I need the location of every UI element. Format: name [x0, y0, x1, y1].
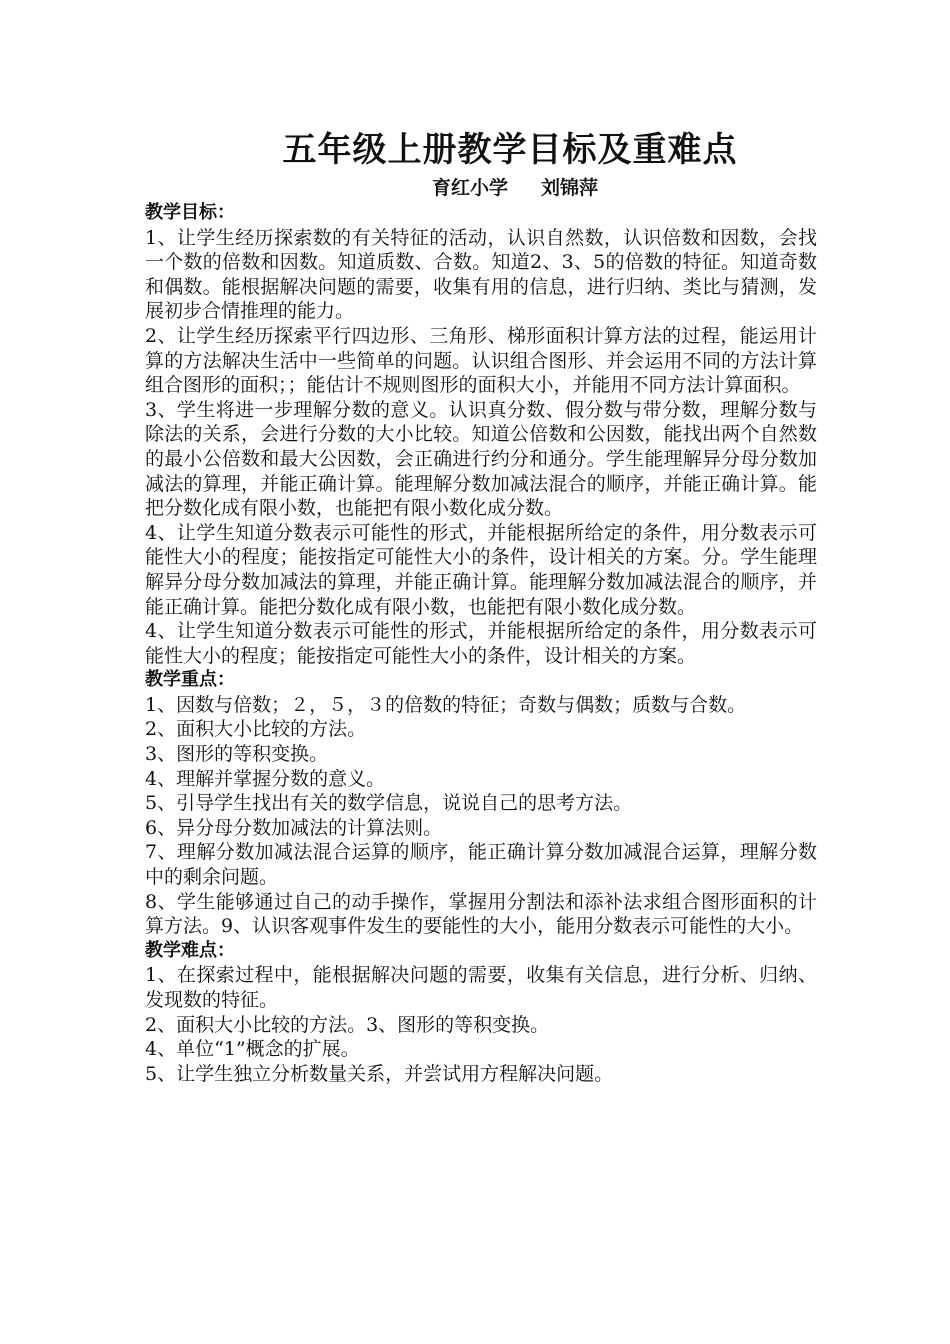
- difficulty-item: 1、在探索过程中，能根据解决问题的需要，收集有关信息，进行分析、归纳、发现数的特征。: [145, 964, 817, 1011]
- objective-item: 1、让学生经历探索数的有关特征的活动，认识自然数，认识倍数和因数，会找一个数的倍数和因数。知道质数、合数。知道2、3、5的倍数的特征。知道奇数和偶数。能根据解决问题的需要，收集有用的信息，进行归纳、类比与猜测，发展初步合情推理的能力。: [145, 226, 817, 323]
- objective-item: 4、让学生知道分数表示可能性的形式，并能根据所给定的条件，用分数表示可能性大小的程度；能按指定可能性大小的条件，设计相关的方案。分。学生能理解异分母分数加减法的算理，并能正确计算。能理解分数加减法混合的顺序，并能正确计算。能把分数化成有限小数，也能把有限小数化成分数。: [145, 521, 817, 618]
- objectives-heading: 教学目标：: [145, 202, 235, 223]
- key-point-item: 5、引导学生找出有关的数学信息，说说自己的思考方法。: [145, 792, 633, 815]
- author-line: 育红小学 刘锦萍: [431, 177, 599, 199]
- key-point-item: 6、异分母分数加减法的计算法则。: [145, 816, 443, 839]
- difficulty-item: 2、面积大小比较的方法。3、图形的等积变换。: [145, 1013, 550, 1036]
- objective-item: 4、让学生知道分数表示可能性的形式，并能根据所给定的条件，用分数表示可能性大小的程度；能按指定可能性大小的条件，设计相关的方案。: [145, 620, 817, 667]
- key-points-heading: 教学重点：: [145, 669, 235, 691]
- key-point-item: 4、理解并掌握分数的意义。: [145, 767, 386, 790]
- key-point-item: 3、图形的等积变换。: [145, 743, 329, 766]
- key-point-item: 1、因数与倍数；２，５，３的倍数的特征；奇数与偶数；质数与合数。: [145, 693, 747, 716]
- key-point-item: 2、面积大小比较的方法。: [145, 718, 367, 741]
- difficulties-heading: 教学难点：: [145, 939, 235, 961]
- difficulty-item: 4、单位“1”概念的扩展。: [145, 1038, 360, 1061]
- difficulty-item: 5、让学生独立分析数量关系，并尝试用方程解决问题。: [145, 1062, 614, 1085]
- key-point-item: 8、学生能够通过自己的动手操作，掌握用分割法和添补法求组合图形面积的计算方法。9、认识客观事件发生的要能性的大小，能用分数表示可能性的大小。: [145, 890, 817, 938]
- document-body: [145, 201, 817, 1086]
- objective-item: 3、学生将进一步理解分数的意义。认识真分数、假分数与带分数，理解分数与除法的关系，会进行分数的大小比较。知道公倍数和公因数，能找出两个自然数的最小公倍数和最大公因数，会正确进行约分和通分。学生能理解异分母分数加减法的算理，并能正确计算。能理解分数加减法混合的顺序，并能正确计算。能把分数化成有限小数，也能把有限小数化成分数。: [145, 398, 817, 520]
- objective-item: 2、让学生经历探索平行四边形、三角形、梯形面积计算方法的过程，能运用计算的方法解决生活中一些简单的问题。认识组合图形、并会运用不同的方法计算组合图形的面积；；能估计不规则图形的面积大小，并能用不同方法计算面积。: [145, 324, 817, 397]
- document-title: 五年级上册教学目标及重难点: [282, 130, 738, 170]
- key-point-item: 7、理解分数加减法混合运算的顺序，能正确计算分数加减混合运算，理解分数中的剩余问题。: [145, 841, 817, 889]
